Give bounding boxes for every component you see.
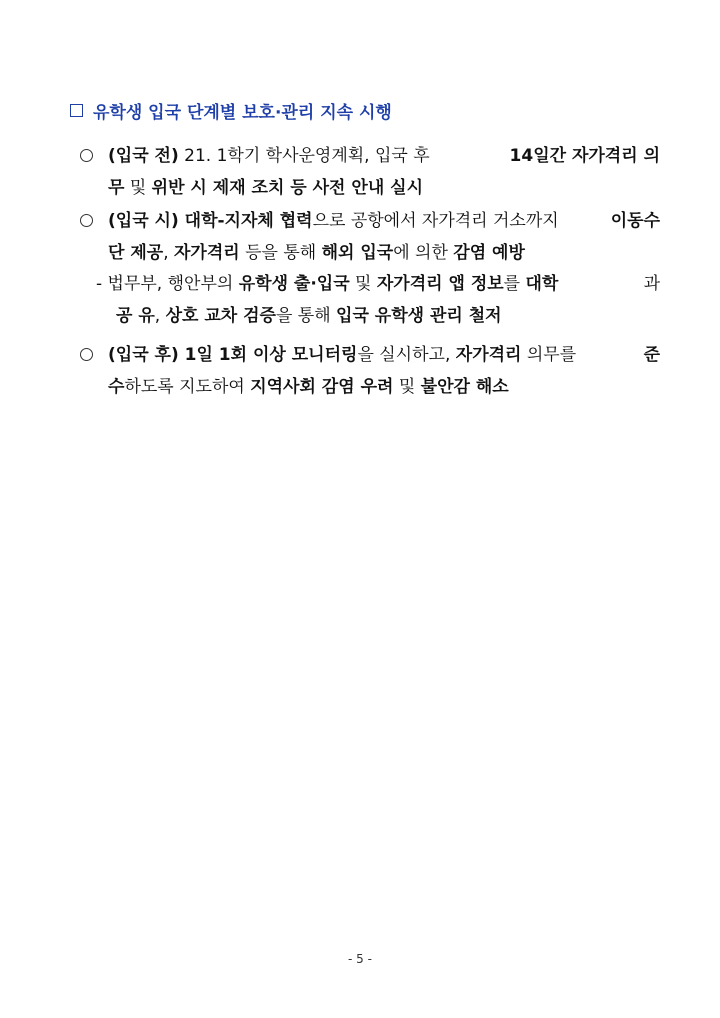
item-line-content bbox=[96, 268, 558, 300]
text-bold-segment: 유학생 출·입국 bbox=[238, 274, 350, 294]
section-heading-text: 유학생 입국 단계별 보호·관리 지속 시행 bbox=[93, 103, 392, 123]
item-line bbox=[80, 205, 660, 237]
item-line bbox=[96, 268, 660, 300]
sub-item-info-sharing bbox=[96, 268, 660, 332]
text-bold-segment: 단 제공 bbox=[108, 243, 164, 263]
circle-bullet bbox=[80, 205, 108, 237]
text-bold-segment: 상호 교차 검증 bbox=[165, 306, 276, 326]
text-bold-segment: 자가격리 bbox=[174, 243, 240, 263]
text-segment: 21. 1학기 학사운영계획, 입국 후 bbox=[178, 146, 430, 166]
circle-bullet bbox=[80, 339, 108, 371]
bullet-item-before-entry bbox=[80, 140, 660, 204]
circle-bullet-icon bbox=[80, 149, 93, 162]
square-bullet-icon bbox=[70, 104, 83, 117]
circle-bullet-icon bbox=[80, 348, 93, 361]
item-line bbox=[80, 339, 660, 371]
text-bold-segment: 수 bbox=[108, 377, 125, 397]
label-during-entry: (입국 시) 대학-지자체 협력 bbox=[108, 211, 313, 231]
text-segment: 를 bbox=[503, 274, 526, 294]
text-segment: 하도록 지도하여 bbox=[124, 377, 251, 397]
text-bold-segment: 14일간 자가격리 의 bbox=[509, 146, 660, 166]
text-segment: 과 bbox=[643, 274, 660, 294]
label-before-entry: (입국 전) bbox=[108, 146, 179, 166]
text-bold-segment: 위반 시 제재 조치 등 사전 안내 실시 bbox=[151, 178, 424, 198]
text-segment: , bbox=[154, 306, 166, 326]
section-heading bbox=[70, 98, 392, 123]
text-bold-segment: 준 bbox=[643, 345, 660, 365]
bullet-item-during-entry bbox=[80, 205, 660, 269]
text-segment: 및 bbox=[393, 377, 421, 397]
item-line-content bbox=[80, 140, 430, 172]
item-line-content bbox=[80, 339, 576, 371]
item-line-continued bbox=[80, 237, 660, 269]
bullet-item-after-entry bbox=[80, 339, 660, 403]
item-line-content bbox=[80, 205, 559, 237]
text-segment: - 법무부, 행안부의 bbox=[96, 274, 239, 294]
text-bold-segment: 자가격리 앱 정보 bbox=[376, 274, 504, 294]
text-bold-segment: 이동수 bbox=[610, 211, 660, 231]
text-bold-segment: 해외 입국 bbox=[321, 243, 394, 263]
label-after-entry: (입국 후) 1일 1회 이상 모니터링 bbox=[108, 345, 358, 365]
text-bold-segment: 불안감 해소 bbox=[420, 377, 509, 397]
text-segment: , bbox=[163, 243, 174, 263]
text-bold-segment: 공 유 bbox=[116, 306, 155, 326]
circle-bullet bbox=[80, 140, 108, 172]
text-segment: 에 의한 bbox=[393, 243, 454, 263]
text-segment: 및 bbox=[349, 274, 377, 294]
text-bold-segment: 입국 유학생 관리 철저 bbox=[336, 306, 502, 326]
text-bold-segment: 자가격리 bbox=[455, 345, 522, 365]
text-segment: 등을 통해 bbox=[239, 243, 322, 263]
text-bold-segment: 대학 bbox=[525, 274, 559, 294]
text-bold-segment: 지역사회 감염 우려 bbox=[250, 377, 394, 397]
circle-bullet-icon bbox=[80, 214, 93, 227]
text-bold-segment: 감염 예방 bbox=[453, 243, 525, 263]
page-number: - 5 - bbox=[348, 952, 372, 966]
text-segment: 및 bbox=[124, 178, 152, 198]
text-bold-segment: 무 bbox=[108, 178, 125, 198]
text-segment: 으로 공항에서 자가격리 거소까지 bbox=[312, 211, 559, 231]
text-segment: 을 실시하고, bbox=[357, 345, 456, 365]
item-line-continued bbox=[80, 371, 660, 403]
item-line-continued bbox=[96, 306, 502, 326]
item-line-continued bbox=[80, 172, 660, 204]
item-line bbox=[80, 140, 660, 172]
text-segment: 을 통해 bbox=[275, 306, 337, 326]
text-segment: 의무를 bbox=[521, 345, 577, 365]
